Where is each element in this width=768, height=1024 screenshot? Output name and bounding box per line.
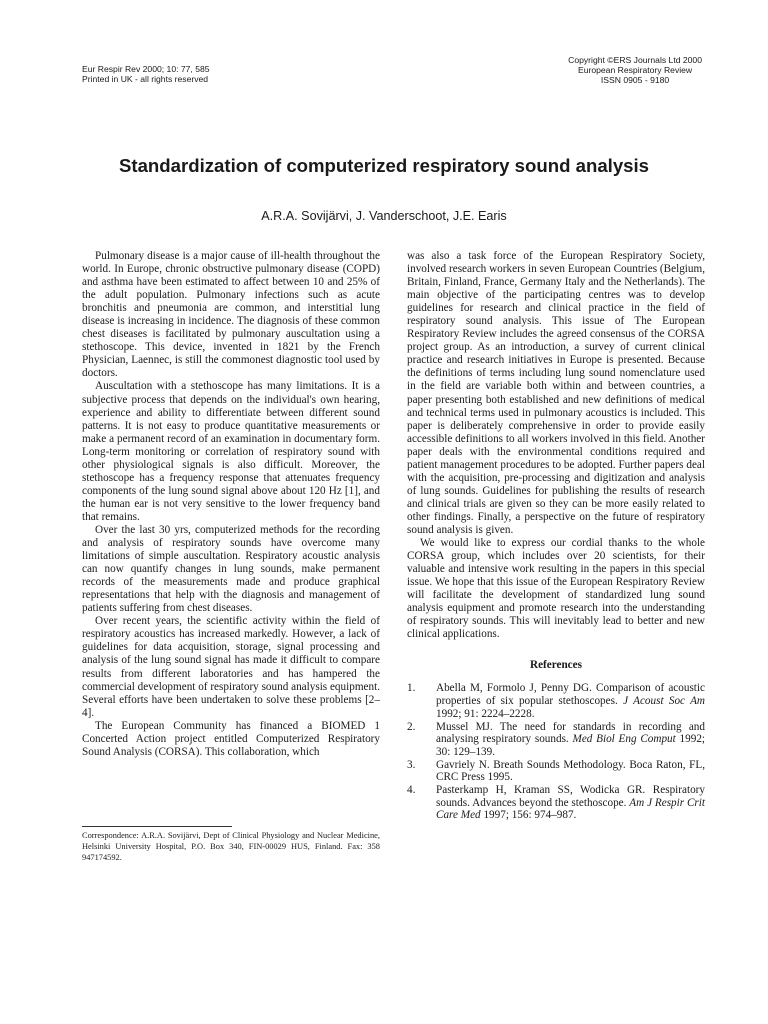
body-paragraph: Over the last 30 yrs, computerized methods for the recording and analysis of respiratory sounds have overcome many limitations of simple auscultation. Respiratory acoustic analysis can now quantify changes in lung sounds, make permanent records of the measurements made and produce graphical representations that help with the diagnosis and management of patients suffering from chest diseases. [82,523,380,615]
body-paragraph: Auscultation with a stethoscope has many limitations. It is a subjective process that depends on the individual's own hearing, experience and ability to differentiate between different sound patterns. It is not easy to produce quantitative measurements or make a permanent record of an examination in documentary form. Long-term monitoring or correlation of respiratory sound with other physiological signals is also difficult. Moreover, the stethoscope has a frequency response that attenuates frequency components of the lung sound signal above about 120 Hz [1], and the human ear is not very sensitive to the lower frequency band that remains. [82,380,380,523]
reference-body: Mussel MJ. The need for standards in recording and analysing respiratory sounds. [436,720,705,746]
reference-item [407,759,705,784]
reference-number: 1. [407,682,416,695]
reference-number: 2. [407,720,416,733]
reference-body: Gavriely N. Breath Sounds Methodology. Boca Raton, FL, CRC Press 1995. [436,758,705,784]
reference-body: Abella M, Formolo J, Penny DG. Comparison of acoustic properties of six popular stethoscopes. [436,682,705,708]
right-column [407,250,705,822]
journal-name: European Respiratory Review [577,65,693,75]
reference-tail: 1997; 156: 974–987. [483,809,577,822]
reference-item [407,784,705,822]
body-paragraph: We would like to express our cordial thanks to the whole CORSA group, which includes over 20 scientists, for their valuable and intensive work resulting in the papers in this special issue. We hope that this issue of the European Respiratory Review will facilitate the development of standardized lung sound analysis equipment and promote research into the understanding of respiratory sounds. This will inevitably lead to better and new clinical applications. [407,537,705,641]
reference-number: 4. [407,784,416,797]
reference-item [407,721,705,759]
article-authors: A.R.A. Sovijärvi, J. Vanderschoot, J.E. Earis [261,209,507,223]
body-paragraph: Over recent years, the scientific activity within the field of respiratory acoustics has increased markedly. However, a lack of guidelines for data acquisition, storage, signal processing and analysis of the lung sound signal has made it difficult to compare results from different laboratories and has hampered the commercial development of respiratory sound analysis equipment. Several efforts have been undertaken to solve these problems [2–4]. [82,615,380,719]
reference-text [436,784,705,822]
copyright-block [568,55,702,85]
citation-line: Eur Respir Rev 2000; 10: 77, 585 [82,64,210,74]
reference-tail: 1992; 30: 129–139. [436,733,706,758]
correspondence-footnote: Correspondence: A.R.A. Sovijärvi, Dept of Clinical Physiology and Nuclear Medicine, Helsinki University Hospital, P.O. Box 340, FIN-00029 HUS, Finland. Fax: 358 947174592. [82,831,380,862]
journal-citation [82,64,210,84]
reference-journal: J Acoust Soc Am [623,695,706,708]
reference-text [436,759,705,784]
body-paragraph: Pulmonary disease is a major cause of ill-health throughout the world. In Europe, chronic obstructive pulmonary disease (COPD) and asthma have been estimated to affect between 10 and 25% of the adult population. Pulmonary infections such as acute bronchitis and pneumonia are common, and interstitial lung disease is increasing in incidence. The diagnosis of these common chest diseases is facilitated by pulmonary auscultation using a stethoscope. This device, invented in 1821 by the French Physician, Laennec, is still the commonest diagnostic tool used by doctors. [82,250,380,380]
reference-body: Pasterkamp H, Kraman SS, Wodicka GR. Respiratory sounds. Advances beyond the stethoscope. [436,784,705,809]
body-paragraph: The European Community has financed a BIOMED 1 Concerted Action project entitled Computerized Respiratory Sound Analysis (CORSA). This collaboration, which [82,719,380,758]
left-column [82,250,380,759]
reference-text [436,721,705,759]
reference-number: 3. [407,758,416,771]
reference-tail: 1992; 91: 2224–2228. [436,707,535,720]
reference-journal: Med Biol Eng Comput [572,733,676,746]
footnote-divider [82,826,232,827]
body-paragraph: was also a task force of the European Respiratory Society, involved research workers in seven European Countries (Belgium, Britain, Finland, France, Germany Italy and the Netherlands). The main objective of the participating centres was to develop guidelines for research and clinical practice in the field of respiratory sound analysis. This issue of The European Respiratory Review includes the agreed consensus of the CORSA project group. As an introduction, a survey of current clinical practice and research initiatives in Europe is presented. Because the definitions of terms including lung sound nomenclature used in the field are variable both within and between countries, a paper presenting both established and new definitions of medical and technical terms used in pulmonary acoustics is included. This paper is deliberately comprehensive in order to provide easily accessible definitions to all workers involved in this field. Another paper deals with the environmental conditions required and patient management procedures to be adopted. Further papers deal with the acquisition, pre-processing and digitization and analysis of lung sounds. Guidelines for publishing the results of research and clinical trials are given so they can be more easily related to other findings. Finally, a perspective on the future of respiratory sound analysis is given. [407,250,705,536]
article-title: Standardization of computerized respiratory sound analysis [118,155,650,176]
reference-item [407,682,705,720]
references-heading: References [530,659,582,672]
reference-journal: Am J Respir Crit Care Med [436,796,706,822]
copyright-line: Copyright ©ERS Journals Ltd 2000 [568,55,702,65]
issn-line: ISSN 0905 - 9180 [600,75,670,85]
reference-text [436,682,705,720]
print-notice: Printed in UK - all rights reserved [82,74,209,84]
